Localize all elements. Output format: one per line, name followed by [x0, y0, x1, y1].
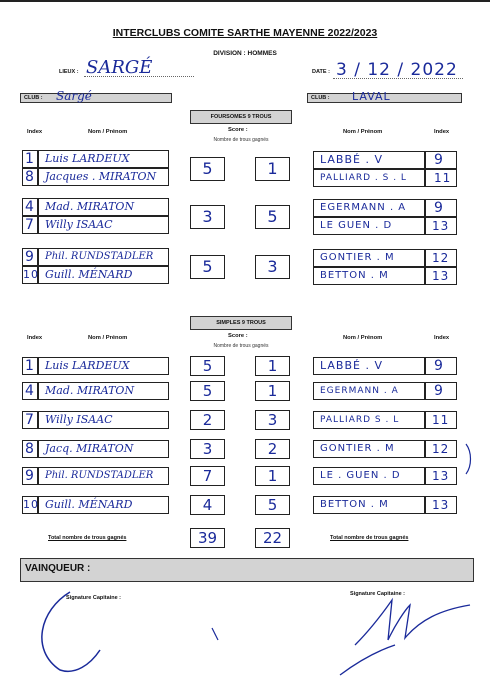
simples-r3-left-name: Willy ISAAC — [45, 413, 113, 426]
foursomes-m3-p1-index: 9 — [25, 249, 35, 265]
foursomes-m1-p1-name: Luis LARDEUX — [45, 152, 130, 165]
signature-left-dash — [212, 628, 218, 640]
simples-r2-score-right: 1 — [255, 381, 290, 401]
foursomes-index-left-header: Index — [27, 129, 43, 135]
simples-r6-right-name: BETTON . M — [320, 499, 389, 510]
simples-r4-score-right: 2 — [255, 439, 290, 459]
simples-r1-right-name: LABBÉ . V — [320, 359, 383, 372]
foursomes-m1-p4-name: PALLIARD . S . L — [320, 173, 407, 183]
foursomes-m3-p3-name: GONTIER . M — [320, 252, 395, 263]
simples-r4-right-name: GONTIER . M — [320, 443, 395, 454]
simples-r2-right-index: 9 — [434, 383, 444, 399]
foursomes-m3-p2-index: 10 — [23, 268, 39, 281]
foursomes-m2-p4-index: 13 — [432, 219, 450, 233]
simples-r5-left-name: Phil. RUNDSTADLER — [45, 470, 154, 481]
foursomes-m3-p1-name: Phil. RUNDSTADLER — [45, 251, 154, 262]
simples-r3-left-index: 7 — [25, 412, 35, 428]
foursomes-m3-p2-name: Guill. MÉNARD — [45, 268, 133, 281]
signature-right — [340, 600, 470, 675]
simples-r5-left-index: 9 — [25, 468, 35, 484]
simples-r1-left-name: Luis LARDEUX — [45, 359, 130, 372]
simples-score-header: Score : — [228, 333, 248, 339]
foursomes-m2-p1-name: Mad. MIRATON — [45, 200, 135, 213]
simples-r3-right-index: 11 — [432, 413, 450, 427]
simples-r2-left-index: 4 — [25, 383, 35, 399]
simples-name-right-header: Nom / Prénom — [343, 335, 383, 341]
simples-title: SIMPLES 9 TROUS — [190, 316, 292, 330]
foursomes-m3-p4-index: 13 — [432, 269, 450, 283]
simples-index-right-header: Index — [434, 335, 450, 341]
simples-r5-right-index: 13 — [432, 469, 450, 483]
foursomes-m2-p3-index: 9 — [434, 200, 444, 216]
foursomes-m2-score-right: 5 — [255, 205, 290, 229]
simples-r6-left-name: Guill. MÉNARD — [45, 498, 133, 511]
foursomes-m2-score-left: 3 — [190, 205, 225, 229]
simples-r5-score-left: 7 — [190, 466, 225, 486]
simples-r3-score-left: 2 — [190, 410, 225, 430]
foursomes-name-right-header: Nom / Prénom — [343, 129, 383, 135]
simples-r6-score-left: 4 — [190, 495, 225, 515]
foursomes-m1-p1-index: 1 — [25, 151, 35, 167]
foursomes-m3-score-right: 3 — [255, 255, 290, 279]
signature-right-label: Signature Capitaine : — [350, 591, 406, 597]
foursomes-m1-p3-name: LABBÉ . V — [320, 153, 383, 166]
simples-r3-score-right: 3 — [255, 410, 290, 430]
division-label: DIVISION : HOMMES — [213, 50, 277, 57]
simples-r1-score-right: 1 — [255, 356, 290, 376]
foursomes-m3-p3-index: 12 — [432, 251, 450, 265]
simples-r4-left-index: 8 — [25, 441, 35, 457]
foursomes-m2-p2-name: Willy ISAAC — [45, 218, 113, 231]
date-label: DATE : — [312, 69, 330, 75]
foursomes-m3-score-left: 5 — [190, 255, 225, 279]
total-right: 22 — [255, 528, 290, 548]
simples-r2-score-left: 5 — [190, 381, 225, 401]
lieux-label: LIEUX : — [59, 69, 79, 75]
foursomes-m1-p3-index: 9 — [434, 152, 444, 168]
club-left-value: Sargé — [56, 89, 92, 103]
simples-r4-score-left: 3 — [190, 439, 225, 459]
foursomes-m1-p2-name: Jacques . MIRATON — [45, 170, 157, 183]
foursomes-name-left-header: Nom / Prénom — [88, 129, 128, 135]
foursomes-m1-p4-index: 11 — [434, 171, 452, 185]
simples-r1-right-index: 9 — [434, 358, 444, 374]
foursomes-m1-score-left: 5 — [190, 157, 225, 181]
foursomes-m2-p2-index: 7 — [25, 217, 35, 233]
simples-r6-left-index: 10 — [23, 498, 39, 511]
foursomes-score-header: Score : — [228, 127, 248, 133]
simples-r6-right-index: 13 — [432, 498, 450, 512]
simples-r5-right-name: LE . GUEN . D — [320, 470, 401, 481]
signature-left — [42, 592, 100, 671]
foursomes-title: FOURSOMES 9 TROUS — [190, 110, 292, 124]
total-label-left: Total nombre de trous gagnés — [48, 535, 127, 541]
foursomes-m1-score-right: 1 — [255, 157, 290, 181]
club-left-label: CLUB : — [24, 95, 43, 101]
foursomes-m3-p4-name: BETTON . M — [320, 270, 389, 281]
total-label-right: Total nombre de trous gagnés — [330, 535, 409, 541]
foursomes-m2-p4-name: LE GUEN . D — [320, 220, 393, 231]
foursomes-m2-p1-index: 4 — [25, 199, 35, 215]
simples-r1-left-index: 1 — [25, 358, 35, 374]
document-title: INTERCLUBS COMITE SARTHE MAYENNE 2022/2023 — [112, 27, 378, 39]
simples-index-left-header: Index — [27, 335, 43, 341]
foursomes-m1-p2-index: 8 — [25, 169, 35, 185]
simples-r3-right-name: PALLIARD S . L — [320, 415, 400, 425]
simples-r1-score-left: 5 — [190, 356, 225, 376]
date-value: 3 / 12 / 2022 — [336, 60, 458, 80]
club-right-label: CLUB : — [311, 95, 330, 101]
foursomes-score-caption: Nombre de trous gagnés — [213, 137, 269, 143]
simples-r6-score-right: 5 — [255, 495, 290, 515]
simples-name-left-header: Nom / Prénom — [88, 335, 128, 341]
vainqueur-label: VAINQUEUR : — [25, 563, 91, 574]
club-right-value: LAVAL — [352, 90, 391, 103]
simples-r2-right-name: EGERMANN . A — [320, 386, 399, 396]
foursomes-index-right-header: Index — [434, 129, 450, 135]
simples-score-caption: Nombre de trous gagnés — [213, 343, 269, 349]
simples-r4-left-name: Jacq. MIRATON — [45, 442, 134, 455]
parenthesis-mark — [466, 444, 471, 474]
simples-r5-score-right: 1 — [255, 466, 290, 486]
simples-r2-left-name: Mad. MIRATON — [45, 384, 135, 397]
lieux-value: SARGÉ — [86, 57, 153, 78]
simples-r4-right-index: 12 — [432, 442, 450, 456]
total-left: 39 — [190, 528, 225, 548]
signature-left-label: Signature Capitaine : — [66, 595, 122, 601]
foursomes-m2-p3-name: EGERMANN . A — [320, 202, 407, 213]
